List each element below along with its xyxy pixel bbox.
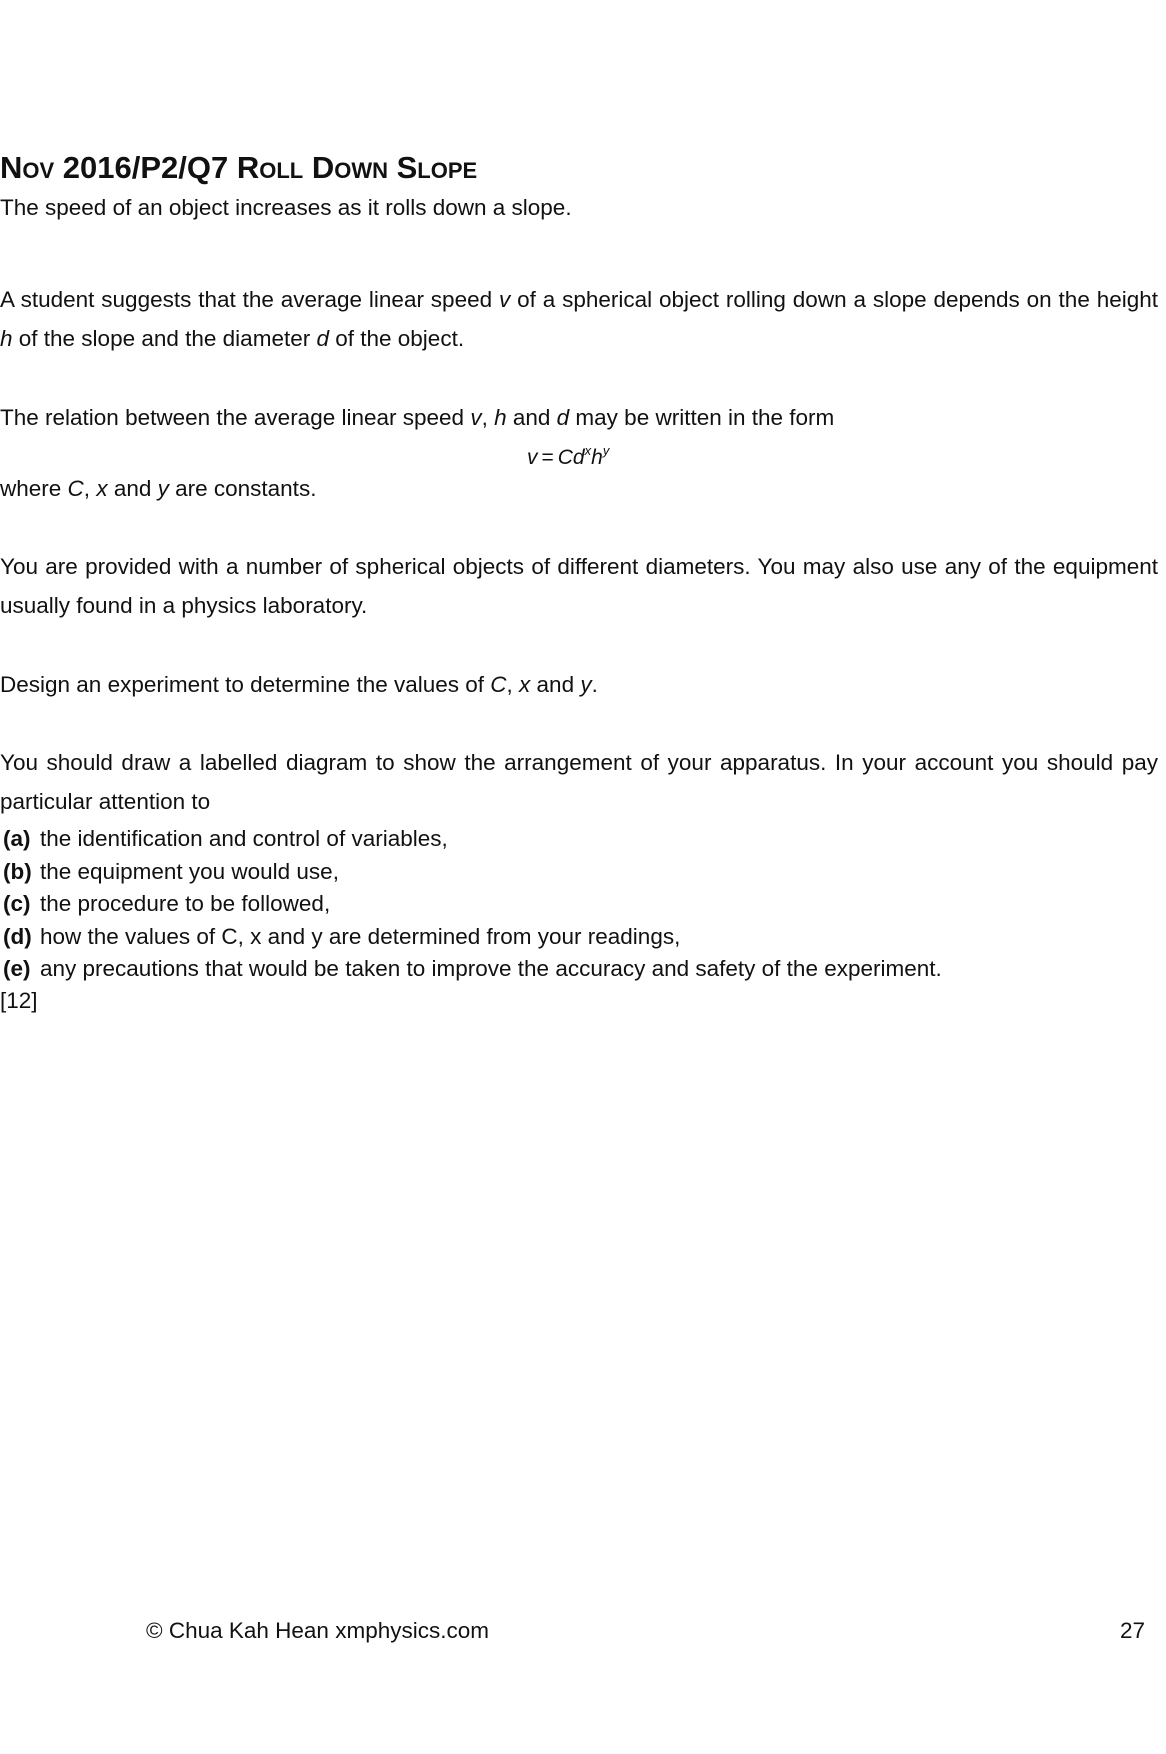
list-item: (e) any precautions that would be taken to improve the accuracy and safety of the experiment. — [3, 956, 942, 981]
paragraph-equipment: You are provided with a number of spherical objects of different diameters. You may also use any of the equipment usually found in a physics laboratory. — [0, 554, 1158, 618]
marks-allocation: [12] — [0, 988, 38, 1013]
equation: $v = Cd^xh^y$ — [527, 443, 610, 469]
list-item: (d) how the values of C, x and y are determined from your readings, — [3, 923, 681, 949]
paragraph-constants: where C, x and y are constants. — [0, 476, 317, 501]
paragraph-relation: The relation between the average linear speed v, h and d may be written in the form — [0, 405, 835, 430]
paragraph-intro: The speed of an object increases as it rolls down a slope. — [0, 195, 572, 220]
list-item: (c) the procedure to be followed, — [3, 891, 331, 916]
list-item: (a) the identification and control of variables, — [3, 826, 448, 851]
paragraph-design-task: Design an experiment to determine the values of C, x and y. — [0, 672, 598, 697]
paragraph-student-suggestion: A student suggests that the average linear speed v of a spherical object rolling down a slope depends on the height h of the slope and the diameter d of the object. — [0, 287, 1159, 351]
footer-copyright: © Chua Kah Hean xmphysics.com — [146, 1618, 489, 1643]
paragraph-instructions: You should draw a labelled diagram to show the arrangement of your apparatus. In your account you should pay particular attention to — [0, 750, 1158, 814]
list-item: (b) the equipment you would use, — [3, 858, 339, 884]
question-title: Nov 2016/P2/Q7 Roll Down Slope — [0, 150, 478, 185]
requirements-list — [3, 823, 942, 986]
page-number: 27 — [1119, 1618, 1145, 1643]
